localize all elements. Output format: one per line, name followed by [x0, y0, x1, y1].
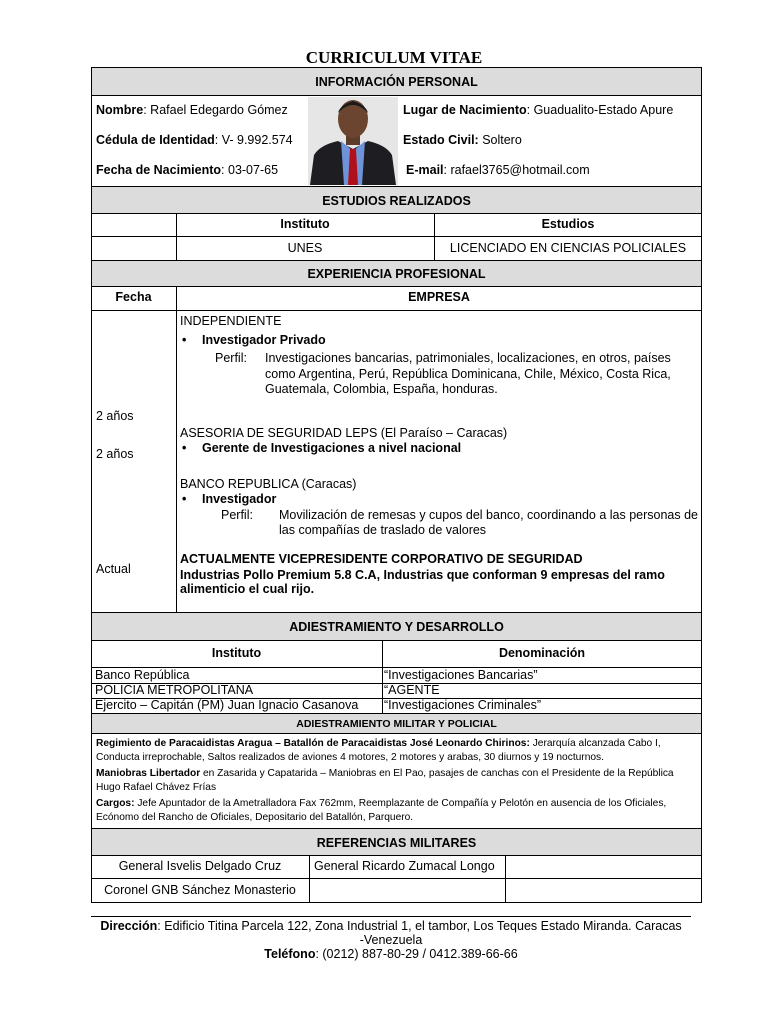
civil-status-value: Soltero: [478, 133, 522, 147]
birth-value: : 03-07-65: [221, 163, 279, 177]
birth-label: Fecha de Nacimiento: [96, 163, 222, 177]
references-header: REFERENCIAS MILITARES: [91, 828, 702, 856]
studies-col-studies: Estudios: [541, 217, 595, 231]
experience-date-3: Actual: [96, 562, 131, 576]
military-item-1-text-a: Jerarquía alcanzada Cabo I,: [529, 738, 661, 749]
military-training-header: ADIESTRAMIENTO MILITAR Y POLICIAL: [91, 713, 702, 734]
training-row-3-name: “Investigaciones Criminales”: [384, 698, 542, 712]
job2-company: ASESORIA DE SEGURIDAD LEPS (El Paraíso – Caracas): [180, 426, 508, 440]
studies-degree-value: LICENCIADO EN CIENCIAS POLICIALES: [449, 241, 687, 255]
job2-role-text: Gerente de Investigaciones a nivel nacional: [202, 441, 462, 455]
military-item-2-line1: [96, 767, 674, 781]
studies-institute-value: UNES: [287, 241, 323, 255]
experience-col-company: EMPRESA: [408, 290, 470, 304]
studies-header: ESTUDIOS REALIZADOS: [91, 186, 702, 214]
experience-header: EXPERIENCIA PROFESIONAL: [91, 260, 702, 287]
training-col-denomination: Denominación: [498, 646, 586, 660]
military-item-3-line1: [96, 797, 666, 811]
military-item-3-line2: Ecónomo del Rancho de Oficiales, Depositario del Batallón, Parquero.: [96, 812, 414, 823]
job3-company: BANCO REPUBLICA (Caracas): [180, 477, 357, 491]
job3-profile-line1: Movilización de remesas y cupos del banco, coordinando a las personas de: [279, 508, 698, 522]
military-item-1-line2: Conducta irreprochable, Saltos realizados de aviones 4 motores, 2 motores y arabas, 30 diurnos y 19 nocturnos.: [96, 752, 604, 763]
phone-label: Teléfono: [264, 947, 316, 961]
phone-value: : (0212) 887-80-29 / 0412.389-66-66: [315, 947, 518, 961]
experience-date-1: 2 años: [96, 409, 134, 423]
job3-role-text: Investigador: [202, 492, 277, 506]
training-row-3-institute: Ejercito – Capitán (PM) Juan Ignacio Casanova: [95, 698, 359, 712]
document-title: CURRICULUM VITAE: [305, 48, 483, 67]
id-label: Cédula de Identidad: [96, 133, 215, 147]
id-row: [96, 133, 293, 147]
bullet-icon: •: [182, 492, 187, 506]
birthplace-row: [403, 103, 673, 117]
studies-col-institute: Instituto: [280, 217, 330, 231]
bullet-icon: •: [182, 333, 187, 347]
job1-role-text: Investigador Privado: [202, 333, 326, 347]
birthplace-label: Lugar de Nacimiento: [403, 103, 527, 117]
civil-status-label: Estado Civil:: [403, 133, 479, 147]
birthplace-value: : Guadualito-Estado Apure: [526, 103, 674, 117]
email-value: : rafael3765@hotmail.com: [443, 163, 590, 177]
military-item-2-title: Maniobras Libertador: [96, 768, 201, 779]
military-item-3-title: Cargos:: [96, 798, 135, 809]
current-position-line1: ACTUALMENTE VICEPRESIDENTE CORPORATIVO DE SEGURIDAD: [180, 552, 583, 566]
military-item-2-text-a: en Zasarida y Capatarida – Maniobras en El Pao, pasajes de canchas con el Presidente de la República: [200, 768, 674, 779]
address-label: Dirección: [100, 919, 158, 933]
job1-profile-line1: Investigaciones bancarias, patrimoniales, localizaciones, en otros, países: [265, 351, 671, 365]
bullet-icon: •: [182, 441, 187, 455]
personal-info-header: INFORMACIÓN PERSONAL: [91, 67, 702, 96]
job1-profile-line2: como Argentina, Perú, República Dominicana, Chile, México, Costa Rica,: [265, 367, 671, 381]
current-position-line3: alimenticio el cual rijo.: [180, 582, 315, 596]
reference-1: General Isvelis Delgado Cruz: [118, 859, 282, 873]
job1-profile-line3: Guatemala, Colombia, España, honduras.: [265, 382, 498, 396]
name-label: Nombre: [96, 103, 144, 117]
job3-profile-line2: las compañías de traslado de valores: [279, 523, 487, 537]
training-col-institute: Instituto: [211, 646, 262, 660]
job3-profile-label: Perfil:: [221, 508, 253, 522]
training-row-1-institute: Banco República: [95, 668, 190, 682]
experience-col-date: Fecha: [115, 290, 152, 304]
reference-2: General Ricardo Zumacal Longo: [314, 859, 495, 873]
military-item-3-text-a: Jefe Apuntador de la Ametralladora Fax 762mm, Reemplazante de Compañía y Pelotón en ausencia de los Oficiales,: [134, 798, 667, 809]
reference-3: Coronel GNB Sánchez Monasterio: [104, 883, 296, 897]
profile-photo: [308, 97, 398, 185]
job1-company: INDEPENDIENTE: [180, 314, 282, 328]
military-item-1-line1: [96, 737, 661, 751]
phone-line: [91, 947, 691, 961]
training-row-2-name: “AGENTE: [384, 683, 440, 697]
address-line1: [91, 919, 691, 933]
job1-role: [180, 333, 326, 347]
email-row: [406, 163, 590, 177]
current-position-line2: Industrias Pollo Premium 5.8 C.A, Industrias que conforman 9 empresas del ramo: [180, 568, 665, 582]
footer-divider: [91, 916, 691, 917]
military-item-1-title: Regimiento de Paracaidistas Aragua – Batallón de Paracaidistas José Leonardo Chirinos:: [96, 738, 530, 749]
military-item-2-line2: Hugo Rafael Chávez Frías: [96, 782, 217, 793]
id-value: : V- 9.992.574: [214, 133, 293, 147]
experience-date-2: 2 años: [96, 447, 134, 461]
job1-profile-label: Perfil:: [215, 351, 247, 365]
civil-status-row: [403, 133, 522, 147]
training-row-1-name: “Investigaciones Bancarias”: [384, 668, 538, 682]
email-label: E-mail: [406, 163, 444, 177]
address-line2: -Venezuela: [359, 933, 423, 947]
birth-row: [96, 163, 278, 177]
job2-role: [180, 441, 461, 455]
job3-role: [180, 492, 276, 506]
name-value: : Rafael Edegardo Gómez: [143, 103, 288, 117]
training-header: ADIESTRAMIENTO Y DESARROLLO: [91, 612, 702, 641]
name-row: [96, 103, 288, 117]
address-value: : Edificio Titina Parcela 122, Zona Industrial 1, el tambor, Los Teques Estado Miranda. Caracas: [157, 919, 682, 933]
training-row-2-institute: POLICIA METROPOLITANA: [95, 683, 254, 697]
